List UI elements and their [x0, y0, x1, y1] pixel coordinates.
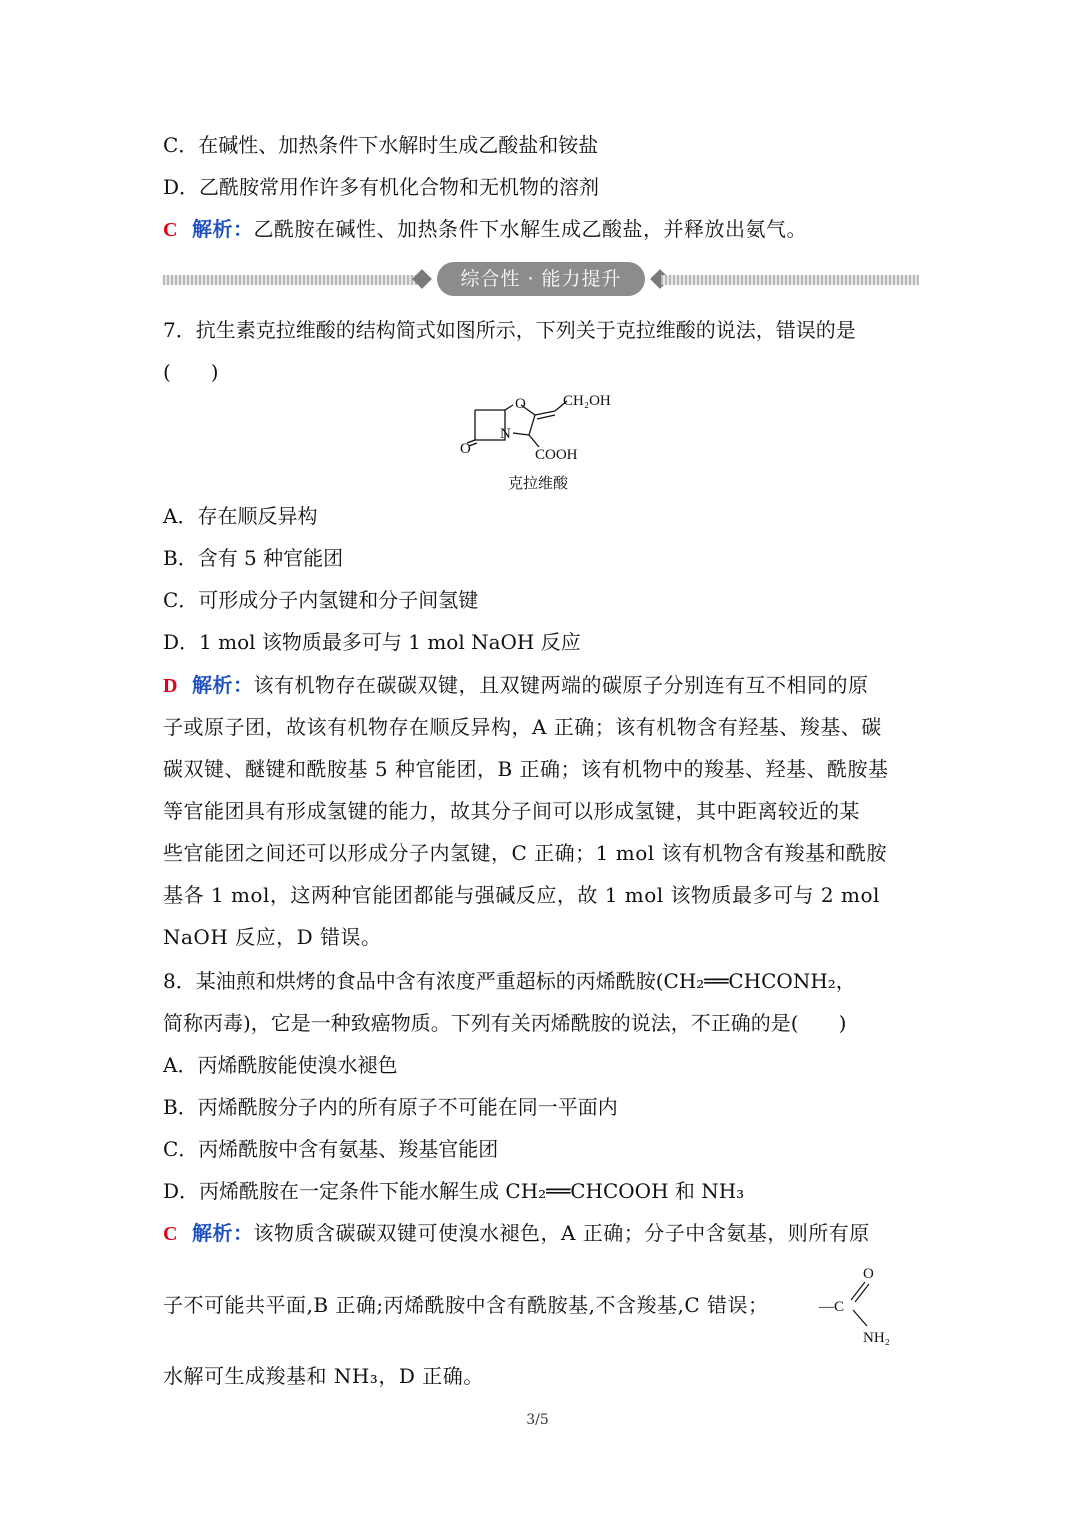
amide-group-structure — [815, 1260, 915, 1352]
amide-carbon: —C — [819, 1299, 845, 1315]
analysis-line: 些官能团之间还可以形成分子内氢键，C 正确；1 mol 该有机物含有羧基和酰胺 — [163, 841, 888, 865]
carbonyl-oxygen: O — [460, 441, 471, 457]
answer-letter: C — [163, 1223, 178, 1245]
analysis-line: NaOH 反应，D 错误。 — [163, 925, 382, 949]
analysis-line: 基各 1 mol，这两种官能团都能与强碱反应，故 1 mol 该物质最多可与 2 mol — [163, 883, 880, 907]
q8-option-a: A．丙烯酰胺能使溴水褪色 — [163, 1053, 398, 1077]
analysis-label: 解析： — [191, 1221, 254, 1245]
analysis-text: 乙酰胺在碱性、加热条件下水解生成乙酸盐，并释放出氨气。 — [253, 217, 807, 241]
ring-oxygen: O — [515, 396, 526, 412]
analysis-label: 解析： — [191, 217, 254, 241]
analysis-line: 子或原子团，故该有机物存在顺反异构，A 正确；该有机物含有羟基、羧基、碳 — [163, 715, 882, 739]
analysis-text: 该物质含碳碳双键可使溴水褪色，A 正确；分子中含氨基，则所有原 — [253, 1221, 870, 1245]
q8-option-d: D．丙烯酰胺在一定条件下能水解生成 CH₂══CHCOOH 和 NH₃ — [163, 1179, 745, 1203]
analysis-line: 碳双键、醚键和酰胺基 5 种官能团，B 正确；该有机物中的羧基、羟基、酰胺基 — [163, 757, 889, 781]
q7-answer — [163, 672, 868, 699]
analysis-text: 该有机物存在碳碳双键，且双键两端的碳原子分别连有互不相同的原 — [253, 673, 869, 697]
structure-caption: 克拉维酸 — [508, 474, 569, 492]
answer-letter: D — [163, 675, 178, 697]
q8-answer — [163, 1220, 870, 1247]
q7-stem: 7．抗生素克拉维酸的结构简式如图所示，下列关于克拉维酸的说法，错误的是 — [163, 318, 856, 342]
banner-rule-left — [163, 275, 421, 285]
analysis-line: 水解可生成羧基和 NH₃，D 正确。 — [163, 1364, 484, 1388]
amide-oxygen: O — [863, 1266, 874, 1282]
q8-stem: 8．某油煎和烘烤的食品中含有浓度严重超标的丙烯酰胺(CH₂══CHCONH₂， — [163, 969, 856, 993]
q7-option-b: B．含有 5 种官能团 — [163, 546, 344, 570]
q8-option-c: C．丙烯酰胺中含有氨基、羧基官能团 — [163, 1137, 499, 1161]
q6-option-c: C．在碱性、加热条件下水解时生成乙酸盐和铵盐 — [163, 133, 599, 157]
analysis-line: 等官能团具有形成氢键的能力，故其分子间可以形成氢键，其中距离较近的某 — [163, 799, 860, 823]
analysis-label: 解析： — [191, 673, 254, 697]
q7-option-c: C．可形成分子内氢键和分子间氢键 — [163, 588, 479, 612]
banner-rule-right — [661, 275, 919, 285]
amide-nh2: NH₂ — [863, 1330, 890, 1346]
q6-answer — [163, 216, 807, 243]
section-banner — [163, 262, 919, 298]
analysis-line: 子不可能共平面,B 正确;丙烯酰胺中含有酰胺基,不含羧基,C 错误； — [163, 1293, 769, 1317]
ch2oh-group: CH₂OH — [563, 393, 611, 409]
ring-nitrogen: N — [500, 426, 511, 442]
q7-bracket: ( ) — [163, 360, 219, 384]
q8-option-b: B．丙烯酰胺分子内的所有原子不可能在同一平面内 — [163, 1095, 618, 1119]
diamond-icon — [412, 269, 432, 289]
banner-title: 综合性 · 能力提升 — [437, 262, 645, 296]
page-number: 3/5 — [526, 1412, 549, 1428]
clavulanic-acid-structure — [455, 385, 625, 470]
q7-option-d: D．1 mol 该物质最多可与 1 mol NaOH 反应 — [163, 630, 581, 654]
q8-stem-cont: 简称丙毒)，它是一种致癌物质。下列有关丙烯酰胺的说法，不正确的是( ) — [163, 1011, 847, 1035]
answer-letter: C — [163, 219, 178, 241]
q6-option-d: D．乙酰胺常用作许多有机化合物和无机物的溶剂 — [163, 175, 600, 199]
cooh-group: COOH — [535, 447, 578, 463]
q7-option-a: A．存在顺反异构 — [163, 504, 318, 528]
